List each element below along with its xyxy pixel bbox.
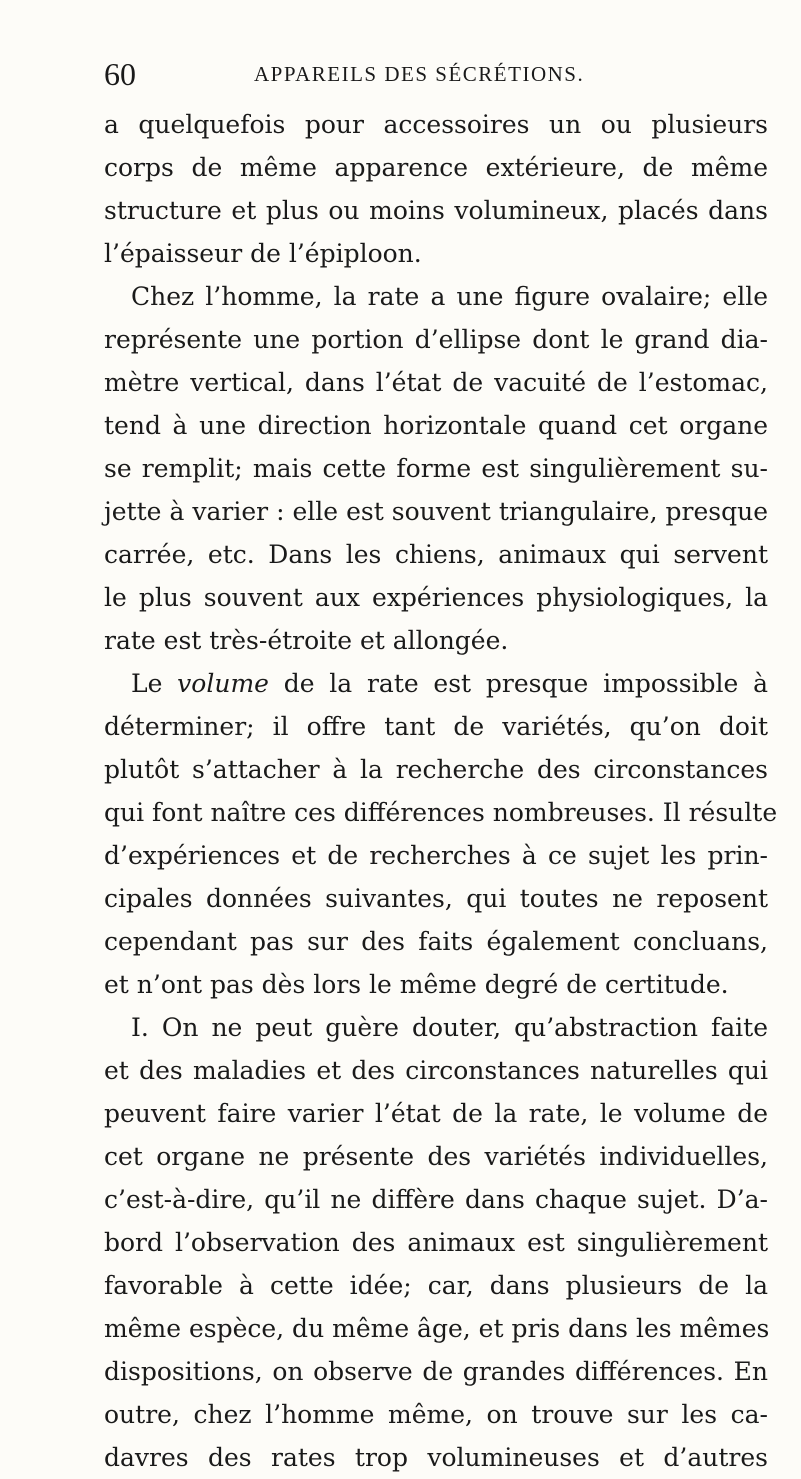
text-line: plutôt s’attacher à la recherche des circonstances <box>104 755 768 784</box>
text-line: I. On ne peut guère douter, qu’abstraction faite <box>131 1013 768 1042</box>
body-text <box>104 103 778 1479</box>
text-line: le plus souvent aux expériences physiologiques, la <box>104 583 768 612</box>
text-line <box>104 662 768 705</box>
text-line: tend à une direction horizontale quand cet organe <box>104 411 768 440</box>
text-line: même espèce, du même âge, et pris dans les mêmes <box>104 1314 770 1343</box>
text-line: cependant pas sur des faits également concluans, <box>104 927 768 956</box>
running-title: APPAREILS DES SÉCRÉTIONS. <box>254 62 585 86</box>
text-line: dispositions, on observe de grandes différences. En <box>104 1357 768 1386</box>
running-header <box>104 56 784 96</box>
text-line: déterminer; il offre tant de variétés, qu’on doit <box>104 712 768 741</box>
text-line: carrée, etc. Dans les chiens, animaux qui servent <box>104 540 768 569</box>
text-line: Chez l’homme, la rate a une figure ovalaire; elle <box>131 282 768 311</box>
text-line: davres des rates trop volumineuses et d’autres <box>104 1443 768 1472</box>
text-line: et des maladies et des circonstances naturelles qui <box>104 1056 768 1085</box>
text-line: outre, chez l’homme même, on trouve sur les ca- <box>104 1400 768 1429</box>
text-line: bord l’observation des animaux est singulièrement <box>104 1228 768 1257</box>
text-line: l’épaisseur de l’épiploon. <box>104 239 422 268</box>
text-line: favorable à cette idée; car, dans plusieurs de la <box>104 1271 768 1300</box>
page-number: 60 <box>104 56 136 92</box>
text-line: mètre vertical, dans l’état de vacuité de l’estomac, <box>104 368 768 397</box>
italic-term: volume <box>177 669 269 698</box>
text-line: cipales données suivantes, qui toutes ne reposent <box>104 884 768 913</box>
text-line: rate est très-étroite et allongée. <box>104 626 509 655</box>
text-line: jette à varier : elle est souvent triangulaire, presque <box>104 497 768 526</box>
text-line: a quelquefois pour accessoires un ou plusieurs <box>104 110 768 139</box>
text-line: d’expériences et de recherches à ce sujet les prin- <box>104 841 768 870</box>
text-line: c’est-à-dire, qu’il ne diffère dans chaque sujet. D’a- <box>104 1185 768 1214</box>
text-line: cet organe ne présente des variétés individuelles, <box>104 1142 768 1171</box>
text-line: corps de même apparence extérieure, de même <box>104 153 768 182</box>
text-segment: de la rate est presque impossible à <box>268 669 768 698</box>
text-line: structure et plus ou moins volumineux, placés dans <box>104 196 768 225</box>
text-segment: Le <box>131 669 178 698</box>
text-line: et n’ont pas dès lors le même degré de certitude. <box>104 970 729 999</box>
text-line: peuvent faire varier l’état de la rate, le volume de <box>104 1099 768 1128</box>
text-line: se remplit; mais cette forme est singulièrement su- <box>104 454 768 483</box>
text-line: représente une portion d’ellipse dont le grand dia- <box>104 325 768 354</box>
text-line: qui font naître ces différences nombreuses. Il résulte <box>104 798 778 827</box>
